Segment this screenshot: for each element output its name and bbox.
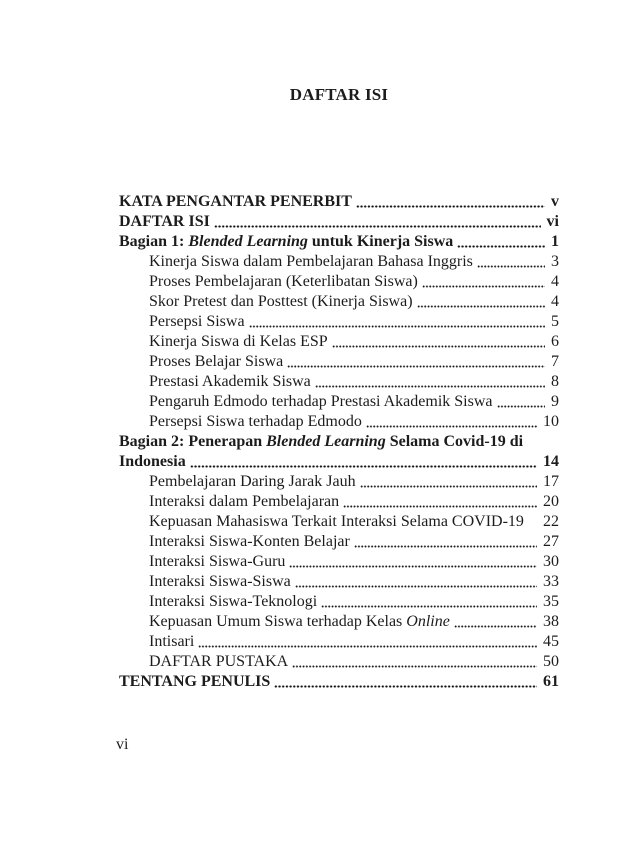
toc-entry-label: Indonesia	[119, 453, 186, 470]
toc-page-number: 38	[543, 613, 559, 630]
toc-entry-label: Kepuasan Umum Siswa terhadap Kelas Online	[149, 613, 450, 630]
toc-entry	[119, 312, 559, 332]
toc-entry	[119, 352, 559, 372]
toc-leader-dots	[356, 192, 545, 212]
toc-page-number: 1	[551, 233, 559, 250]
toc-page-number: 10	[543, 413, 559, 430]
toc-entry	[119, 632, 559, 652]
toc-entry	[119, 512, 559, 532]
toc-leader-dots	[249, 312, 545, 332]
toc-page-number: 7	[551, 353, 559, 370]
toc-entry-label: Intisari	[149, 633, 195, 650]
toc-leader-dots	[417, 292, 545, 312]
toc-entry	[119, 492, 559, 512]
toc-page-number: 4	[551, 293, 559, 310]
toc-entry	[119, 552, 559, 572]
toc-leader-dots	[315, 372, 545, 392]
toc-entry-label: Bagian 2: Penerapan Blended Learning Selama Covid-19 di	[119, 433, 524, 450]
toc-page-number: 50	[543, 653, 559, 670]
toc-entry	[119, 652, 559, 672]
toc-list	[119, 192, 559, 692]
toc-entry-label: Persepsi Siswa terhadap Edmodo	[149, 413, 362, 430]
toc-entry-label: Skor Pretest dan Posttest (Kinerja Siswa)	[149, 293, 413, 310]
toc-leader-dots	[287, 352, 545, 372]
toc-entry	[119, 252, 559, 272]
toc-page-number: 9	[551, 393, 559, 410]
toc-entry-label: DAFTAR PUSTAKA	[149, 653, 289, 670]
toc-page-number: 14	[543, 453, 559, 470]
toc-page-number: v	[551, 193, 559, 210]
toc-entry-label: KATA PENGANTAR PENERBIT	[119, 193, 352, 210]
toc-leader-dots	[497, 392, 546, 412]
toc-leader-dots	[295, 572, 537, 592]
toc-entry	[119, 412, 559, 432]
toc-entry-label: Interaksi Siswa-Konten Belajar	[149, 533, 350, 550]
toc-entry-label: Proses Pembelajaran (Keterlibatan Siswa)	[149, 273, 418, 290]
toc-entry	[119, 572, 559, 592]
toc-entry-label: Kinerja Siswa di Kelas ESP	[149, 333, 328, 350]
toc-leader-dots	[457, 232, 545, 252]
toc-entry-label: Proses Belajar Siswa	[149, 353, 284, 370]
toc-entry-label: Persepsi Siswa	[149, 313, 245, 330]
footer-page-number: vi	[116, 736, 129, 753]
toc-page-number: 3	[551, 253, 559, 270]
toc-entry-label: Bagian 1: Blended Learning untuk Kinerja Siswa	[119, 233, 454, 250]
toc-leader-dots	[454, 612, 537, 632]
toc-entry-label: Kepuasan Mahasiswa Terkait Interaksi Selama COVID-19	[149, 513, 524, 530]
toc-page-number: 33	[543, 573, 559, 590]
toc-entry-label: Interaksi Siswa-Teknologi	[149, 593, 318, 610]
toc-entry	[119, 272, 559, 292]
toc-entry-label: Prestasi Akademik Siswa	[149, 373, 311, 390]
toc-entry	[119, 372, 559, 392]
toc-entry	[119, 232, 559, 252]
toc-entry-label: Kinerja Siswa dalam Pembelajaran Bahasa Inggris	[149, 253, 473, 270]
toc-leader-dots	[190, 452, 537, 472]
toc-page-number: 8	[551, 373, 559, 390]
toc-entry	[119, 532, 559, 552]
toc-entry	[119, 612, 559, 632]
toc-leader-dots	[354, 532, 537, 552]
toc-leader-dots	[274, 672, 537, 692]
toc-entry-label: DAFTAR ISI	[119, 213, 210, 230]
toc-page-number: 22	[543, 513, 559, 530]
toc-leader-dots	[477, 252, 545, 272]
toc-leader-dots	[292, 652, 537, 672]
toc-entry-label: Pembelajaran Daring Jarak Jauh	[149, 473, 356, 490]
toc-page-number: 30	[543, 553, 559, 570]
toc-leader-dots	[343, 492, 537, 512]
toc-entry	[119, 392, 559, 412]
toc-entry	[119, 592, 559, 612]
toc-entry	[119, 452, 559, 472]
toc-page-number: 20	[543, 493, 559, 510]
toc-page-number: 27	[543, 533, 559, 550]
toc-entry-label: Interaksi Siswa-Siswa	[149, 573, 291, 590]
toc-entry	[119, 192, 559, 212]
page-title: DAFTAR ISI	[289, 85, 389, 104]
toc-leader-dots	[214, 212, 541, 232]
toc-page-number: 6	[551, 333, 559, 350]
toc-page-number: 17	[543, 473, 559, 490]
toc-leader-dots	[321, 592, 537, 612]
toc-leader-dots	[198, 632, 537, 652]
toc-entry-label: Pengaruh Edmodo terhadap Prestasi Akademik Siswa	[149, 393, 493, 410]
toc-leader-dots	[366, 412, 537, 432]
toc-page-number: vi	[546, 213, 559, 230]
toc-page-number: 35	[543, 593, 559, 610]
toc-page-number: 4	[551, 273, 559, 290]
toc-entry	[119, 672, 559, 692]
toc-entry	[119, 472, 559, 492]
toc-page-number: 45	[543, 633, 559, 650]
toc-entry	[119, 332, 559, 352]
toc-entry	[119, 212, 559, 232]
toc-entry-label: Interaksi dalam Pembelajaran	[149, 493, 340, 510]
toc-leader-dots	[332, 332, 545, 352]
toc-entry	[119, 432, 559, 452]
toc-entry	[119, 292, 559, 312]
toc-page-number: 61	[543, 673, 559, 690]
toc-entry-label: TENTANG PENULIS	[119, 673, 271, 690]
toc-leader-dots	[289, 552, 537, 572]
toc-page-number: 5	[551, 313, 559, 330]
toc-entry-label: Interaksi Siswa-Guru	[149, 553, 286, 570]
toc-leader-dots	[360, 472, 537, 492]
toc-leader-dots	[422, 272, 545, 292]
